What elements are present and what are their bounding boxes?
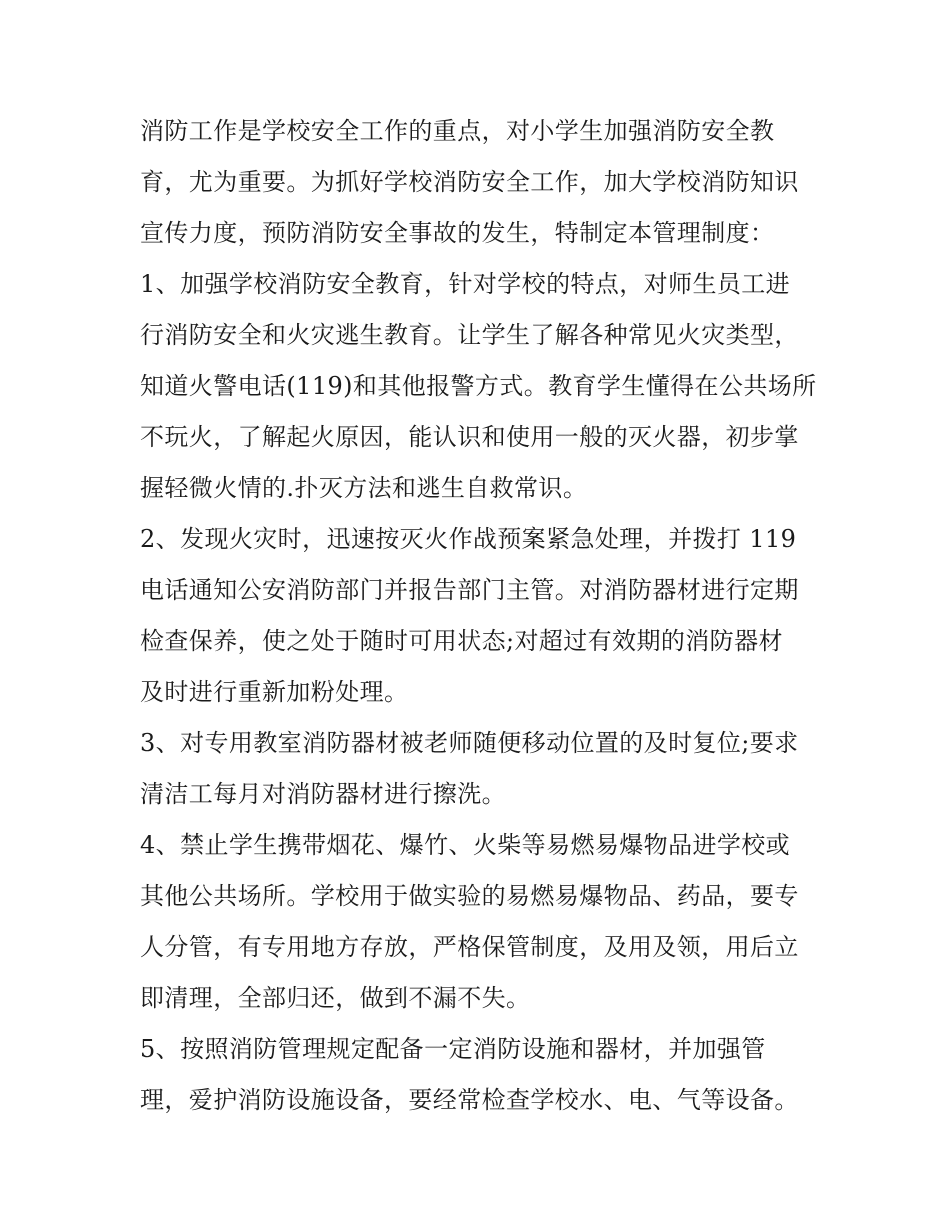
text-line: 育，尤为重要。为抓好学校消防安全工作，加大学校消防知识 xyxy=(140,168,799,196)
text-line: 即清理，全部归还，做到不漏不失。 xyxy=(140,984,531,1012)
text-line: 及时进行重新加粉处理。 xyxy=(140,678,409,706)
text-line: 电话通知公安消防部门并报告部门主管。对消防器材进行定期 xyxy=(140,576,799,604)
text-line: 人分管，有专用地方存放，严格保管制度，及用及领，用后立 xyxy=(140,933,799,961)
text-line: 知道火警电话(119)和其他报警方式。教育学生懂得在公共场所 xyxy=(140,372,817,400)
text-line: 不玩火，了解起火原因，能认识和使用一般的灭火器，初步掌 xyxy=(140,423,799,451)
text-line: 1、加强学校消防安全教育，针对学校的特点，对师生员工进 xyxy=(140,270,791,298)
text-line: 4、禁止学生携带烟花、爆竹、火柴等易燃易爆物品进学校或 xyxy=(140,831,791,859)
text-line: 消防工作是学校安全工作的重点，对小学生加强消防安全教 xyxy=(140,117,775,145)
text-line: 握轻微火情的.扑灭方法和逃生自救常识。 xyxy=(140,474,588,502)
text-line: 2、发现火灾时，迅速按灭火作战预案紧急处理，并拨打 119 xyxy=(140,525,797,553)
text-line: 5、按照消防管理规定配备一定消防设施和器材，并加强管 xyxy=(140,1035,766,1063)
text-line: 行消防安全和火灾逃生教育。让学生了解各种常见火灾类型， xyxy=(140,321,799,349)
text-line: 清洁工每月对消防器材进行擦洗。 xyxy=(140,780,506,808)
text-line: 检查保养，使之处于随时可用状态;对超过有效期的消防器材 xyxy=(140,627,783,655)
text-line: 理，爱护消防设施设备，要经常检查学校水、电、气等设备。 xyxy=(140,1086,799,1114)
text-line: 其他公共场所。学校用于做实验的易燃易爆物品、药品，要专 xyxy=(140,882,799,910)
text-line: 宣传力度，预防消防安全事故的发生，特制定本管理制度： xyxy=(140,219,775,247)
text-line: 3、对专用教室消防器材被老师随便移动位置的及时复位;要求 xyxy=(140,729,799,757)
document-body xyxy=(140,106,820,1126)
